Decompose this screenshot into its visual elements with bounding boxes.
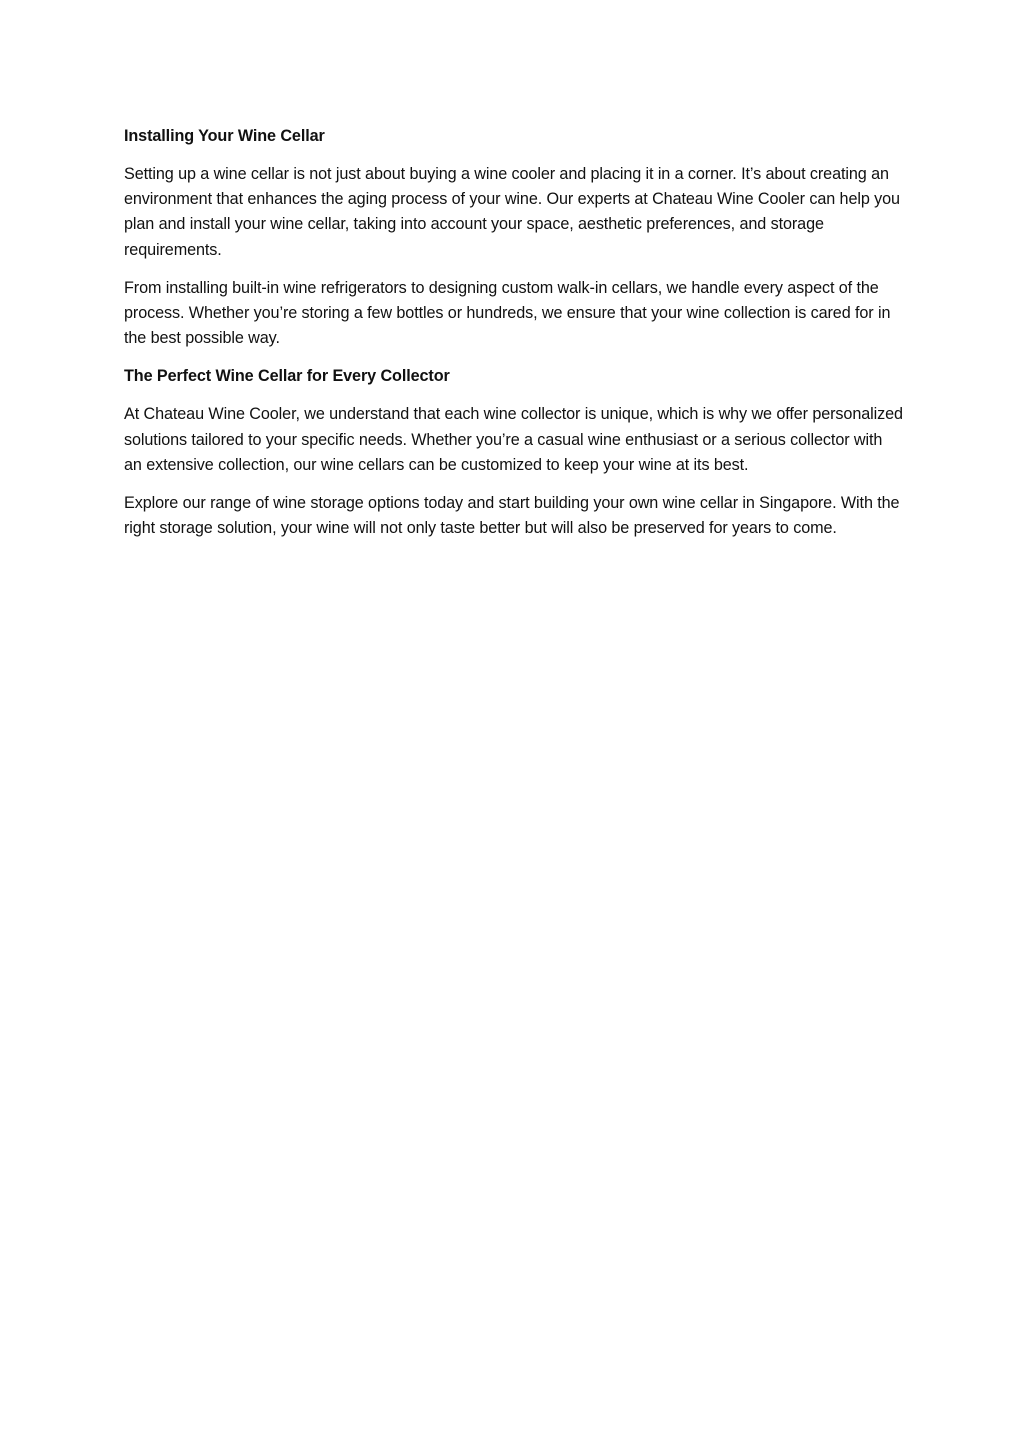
document-body xyxy=(124,124,904,554)
paragraph-installing-services: From installing built-in wine refrigerators to designing custom walk-in cellars, we handle every aspect of the process. Whether you’re storing a few bottles or hundreds, we ensure that your wine collection is cared for in the best possible way. xyxy=(124,278,891,348)
paragraph-personalized-solutions: At Chateau Wine Cooler, we understand that each wine collector is unique, which is why we offer personalized solutions tailored to your specific needs. Whether you’re a casual wine enthusiast or a serious collector with an extensive collection, our wine cellars can be customized to keep your wine at its best. xyxy=(124,405,903,474)
section-heading-installing: Installing Your Wine Cellar xyxy=(124,127,325,145)
section-heading-perfect-cellar: The Perfect Wine Cellar for Every Collector xyxy=(124,367,450,386)
paragraph-setting-up: Setting up a wine cellar is not just about buying a wine cooler and placing it in a corner. It’s about creating an environment that enhances the aging process of your wine. Our experts at Chateau Wine Cooler can help you plan and install your wine cellar, taking into account your space, aesthetic preferences, and storage requirements. xyxy=(124,165,900,259)
paragraph-explore-range: Explore our range of wine storage options today and start building your own wine cellar in Singapore. With the right storage solution, your wine will not only taste better but will also be preserved for years to come. xyxy=(124,494,900,538)
